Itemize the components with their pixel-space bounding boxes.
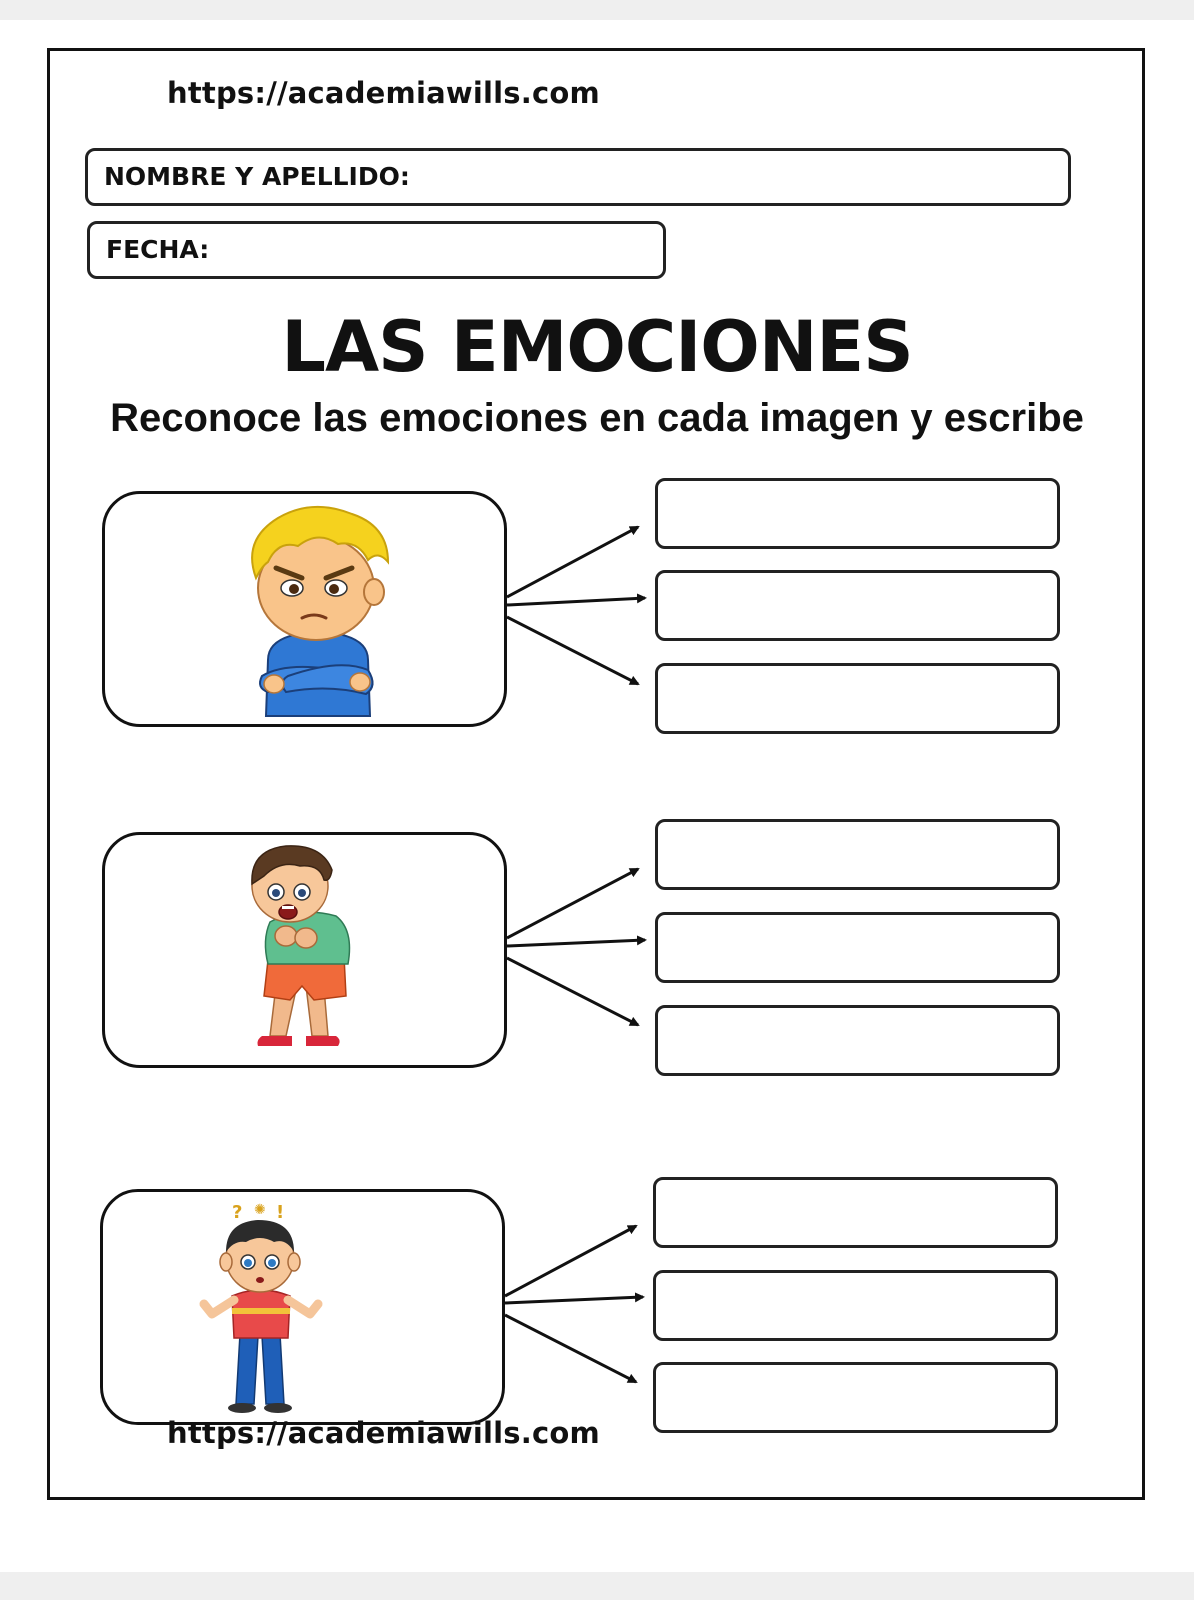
scared-boy-illustration xyxy=(240,840,370,1062)
svg-text:?: ? xyxy=(232,1202,243,1223)
website-url-top: https://academiawills.com xyxy=(167,76,600,110)
angry-boy-illustration xyxy=(228,500,408,722)
answer-box-1-1[interactable] xyxy=(655,478,1060,549)
svg-text:!: ! xyxy=(276,1202,285,1223)
answer-box-2-2[interactable] xyxy=(655,912,1060,983)
answer-box-2-3[interactable] xyxy=(655,1005,1060,1076)
name-field[interactable] xyxy=(85,148,1071,206)
answer-box-1-3[interactable] xyxy=(655,663,1060,734)
confused-boy-illustration xyxy=(196,1196,326,1418)
worksheet-title: LAS EMOCIONES xyxy=(281,306,913,388)
instruction-text: Reconoce las emociones en cada imagen y escribe xyxy=(110,396,1084,440)
date-label: FECHA: xyxy=(106,235,210,264)
answer-box-2-1[interactable] xyxy=(655,819,1060,890)
website-url-bottom: https://academiawills.com xyxy=(167,1416,600,1450)
name-label: NOMBRE Y APELLIDO: xyxy=(104,162,410,191)
answer-box-3-1[interactable] xyxy=(653,1177,1058,1248)
answer-box-3-2[interactable] xyxy=(653,1270,1058,1341)
svg-text:✺: ✺ xyxy=(254,1202,266,1218)
answer-box-1-2[interactable] xyxy=(655,570,1060,641)
date-field[interactable] xyxy=(87,221,666,279)
answer-box-3-3[interactable] xyxy=(653,1362,1058,1433)
